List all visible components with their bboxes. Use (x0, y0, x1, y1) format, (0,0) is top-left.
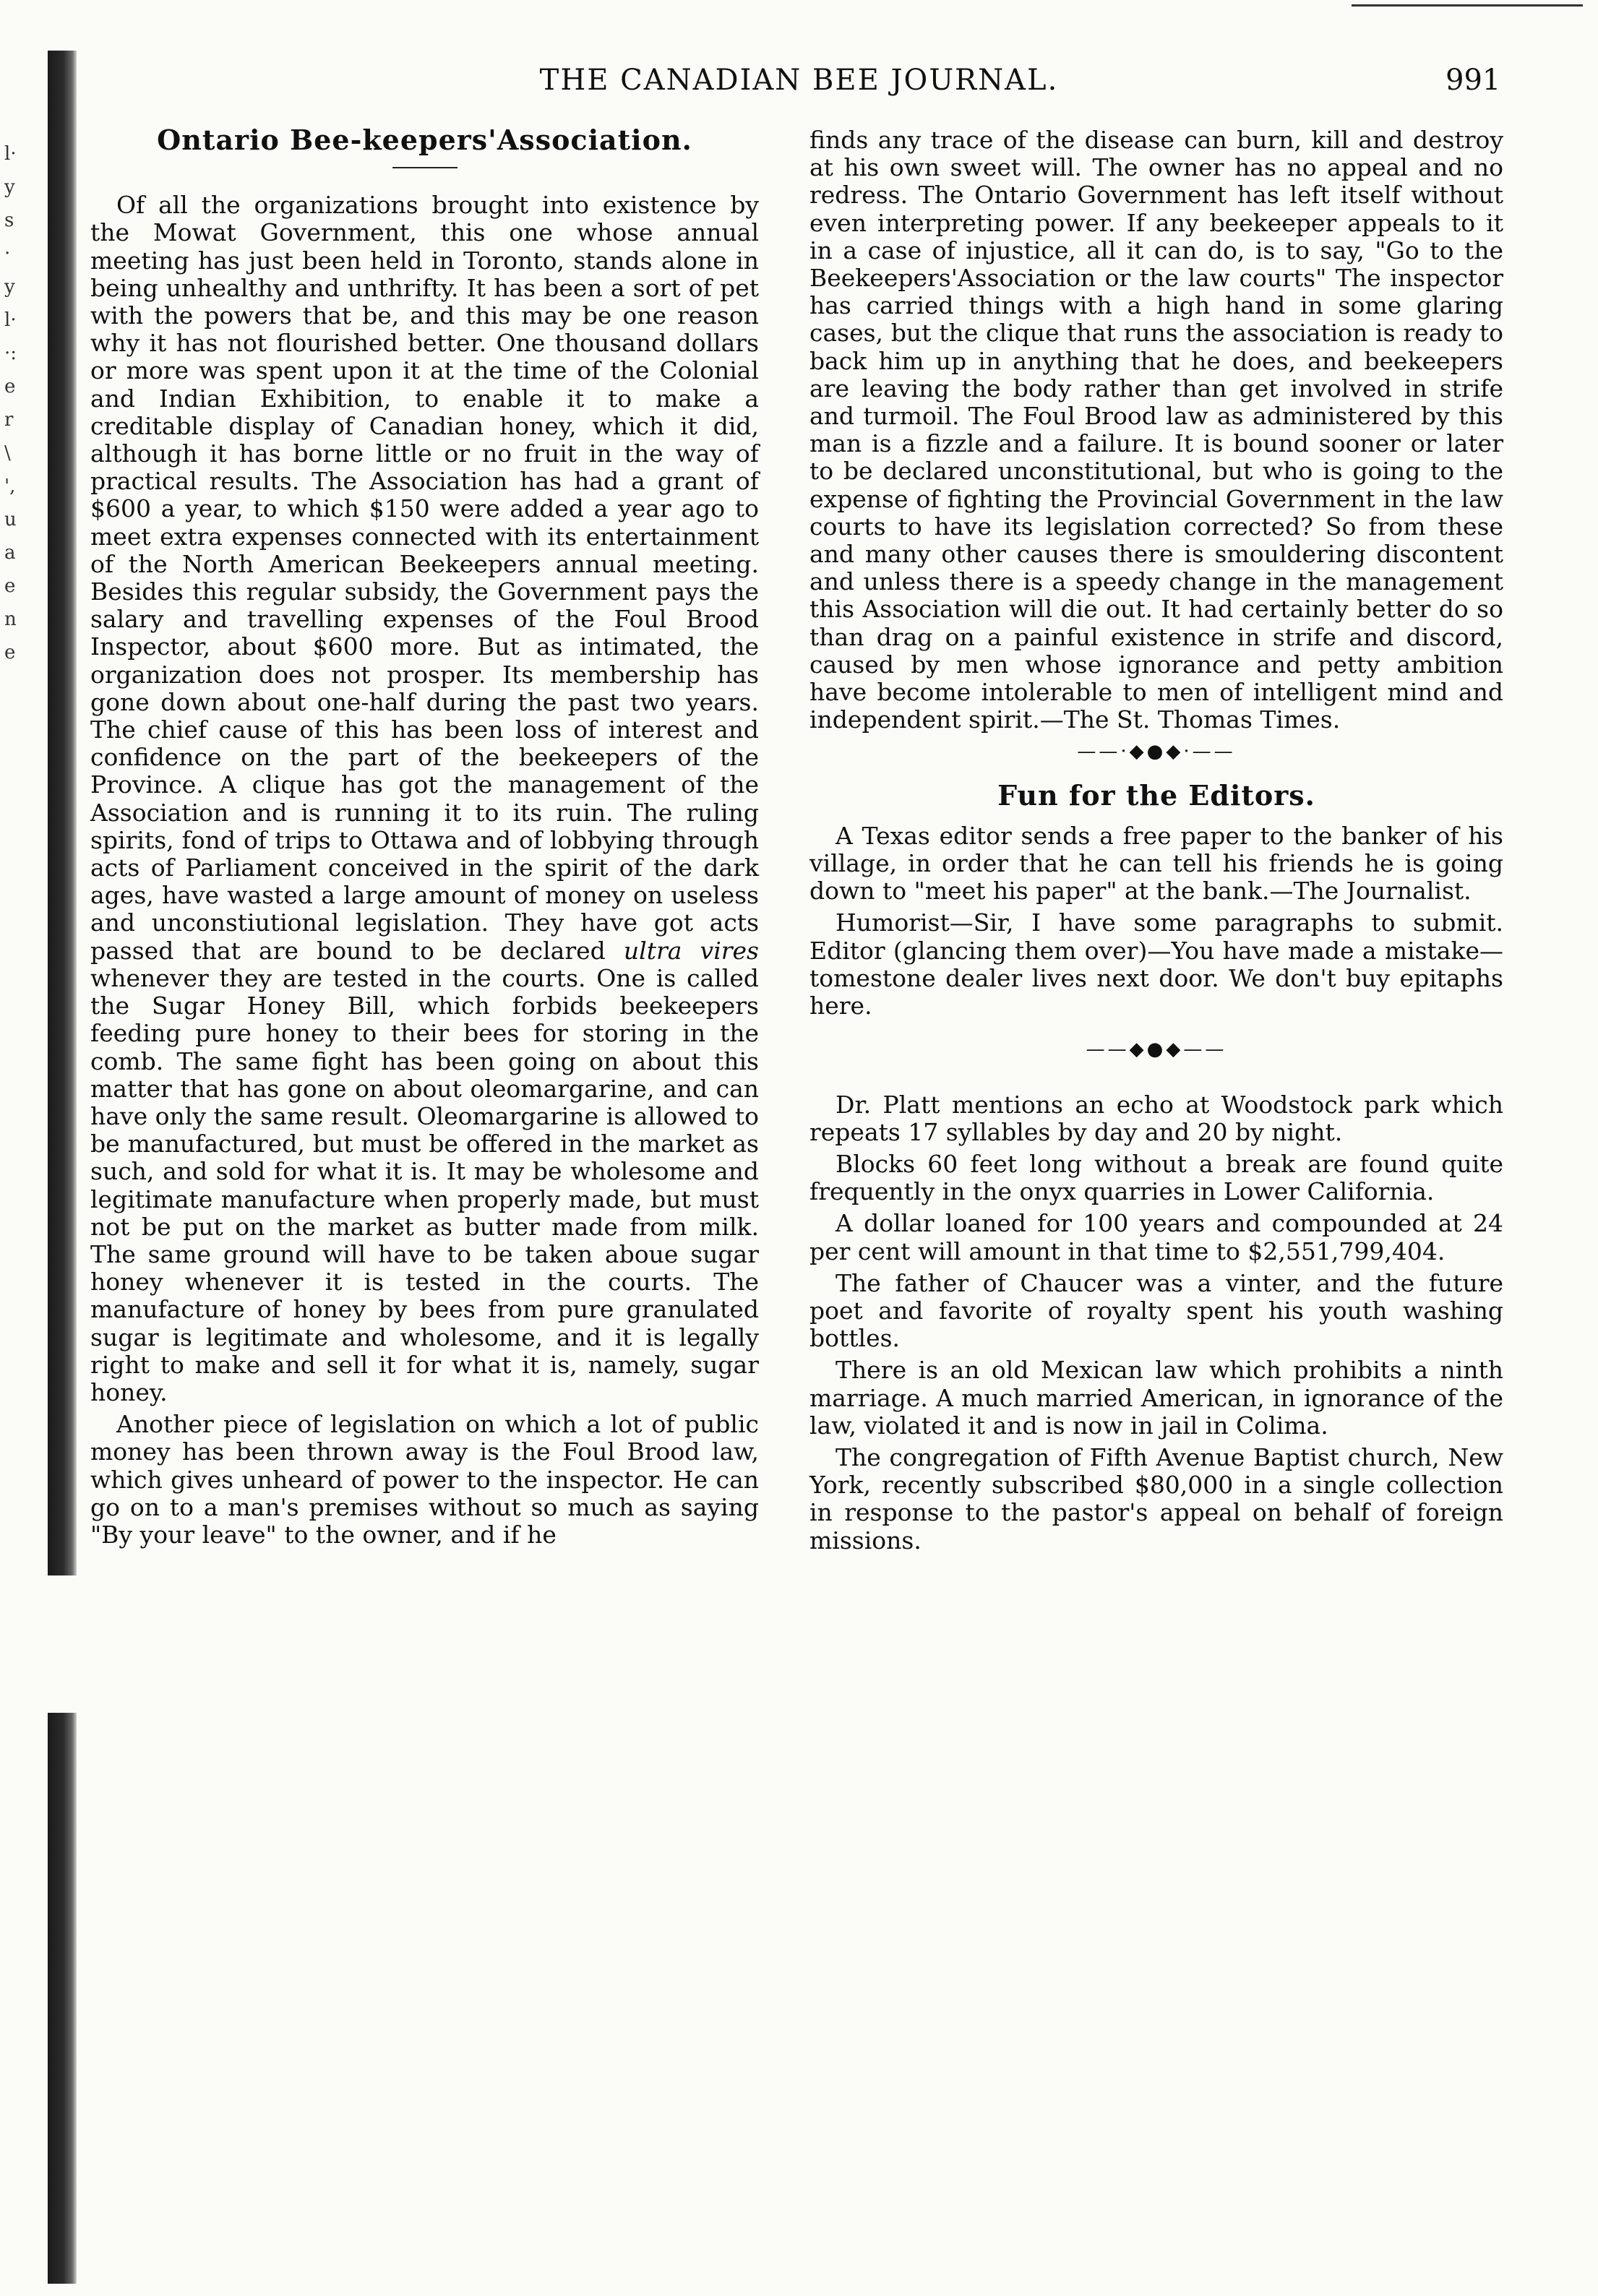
margin-fragment: l· (4, 309, 17, 331)
binding-gap (48, 1575, 77, 1713)
section-ornament: ——◆●◆—— (1086, 1039, 1227, 1061)
margin-fragment: u (4, 509, 17, 530)
margin-fragments (4, 137, 33, 669)
news-item: Dr. Platt mentions an echo at Woodstock park which repeats 17 syllables by day and 20 by night. (809, 1090, 1503, 1146)
news-item: A dollar loaned for 100 years and compounded at 24 per cent will amount in that time to $2,551,799,404. (809, 1209, 1503, 1265)
paragraph-text: Of all the organizations brought into existence by the Mowat Government, this one whose annual meeting has just been held in Toronto, stands alone in being unhealthy and unthrifty. It has been a sort of pet with the powers that be, and this may be one reason why it has not flourished better. One thousand dollars or more was spent upon it at the time of the Colonial and Indian Exhibition, to enable it to make a creditable display of Canadian honey, which it did, although it has borne little or no fruit in the way of practical results. The Association has had a grant of $600 a year, to which $150 were added a year ago to meet extra expenses connected with its entertainment of the North American Beekeepers annual meeting. Besides this regular subsidy, the Government pays the salary and travelling expenses of the Foul Brood Inspector, about $600 more. But as intimated, the organization does not prosper. Its membership has gone down about one-half during the past two years. The chief cause of this has been loss of interest and confidence on the part of the beekeepers of the Province. A clique has got the management of the Association and is running it to its ruin. The ruling spirits, fond of trips to Ottawa and of lobbying through acts of Parliament conceived in the spirit of the dark ages, have wasted a large amount of money on useless and unconstiutional legislation. They have got acts passed that are bound to be declared (90, 191, 759, 965)
margin-fragment: s (4, 210, 14, 231)
left-column (90, 126, 759, 1553)
margin-fragment: e (4, 376, 16, 397)
margin-fragment: e (4, 575, 16, 597)
article-paragraph: Humorist—Sir, I have some paragraphs to submit. Editor (glancing them over)—You have made a mistake—tomestone dealer lives next door. We don't buy epitaphs here. (809, 908, 1503, 1020)
news-item: The congregation of Fifth Avenue Baptist church, New York, recently subscribed $80,000 in a single collection in response to the pastor's appeal on behalf of foreign missions. (809, 1442, 1503, 1555)
margin-fragment: · (4, 243, 11, 265)
news-item: There is an old Mexican law which prohibits a ninth marriage. A much married American, in ignorance of the law, violated it and is now in jail in Colima. (809, 1356, 1503, 1440)
article-paragraph (90, 192, 759, 1406)
article-paragraph: A Texas editor sends a free paper to the banker of his village, in order that he can tell his friends he is going down to "meet his paper" at the bank.—The Journalist. (809, 821, 1503, 906)
article-paragraph: Another piece of legislation on which a lot of public money has been thrown away is the Foul Brood law, which gives unheard of power to the inspector. He can go on to a man's premises without so much as saying "By your leave" to the owner, and if he (90, 1410, 759, 1549)
scan-binding-shadow (48, 51, 77, 2284)
margin-fragment: l· (4, 143, 17, 165)
margin-fragment: ', (4, 476, 16, 497)
margin-fragment: e (4, 642, 16, 663)
margin-fragment: r (4, 409, 14, 431)
margin-fragment: \ (4, 442, 11, 464)
page-number: 991 (1445, 64, 1501, 97)
margin-fragment: a (4, 542, 16, 564)
margin-fragment: n (4, 609, 17, 630)
article-title: Fun for the Editors. (997, 778, 1315, 812)
article-title: Ontario Bee-keepers'Association. (157, 124, 692, 156)
running-title: THE CANADIAN BEE JOURNAL. (539, 64, 1059, 97)
article-continuation: finds any trace of the disease can burn, kill and destroy at his own sweet will. The owner has no appeal and no redress. The Ontario Government has left itself without even interpreting power. If any beekeeper appeals to it in a case of injustice, all it can do, is to say, "Go to the Beekeepers'Association or the law courts" The inspector has carried things with a high hand in some glaring cases, but the clique that runs the association is ready to back him up in anything that he does, and beekeepers are leaving the body rather than get involved in strife and turmoil. The Foul Brood law as administered by this man is a fizzle and a failure. It is bound sooner or later to be declared unconstitutional, but who is going to the expense of fighting the Provincial Government in the law courts to have its legislation corrected? So from these and many other causes there is smouldering discontent and unless there is a speedy change in the management this Association will die out. It had certainly better do so than drag on a painful existence in strife and discord, caused by men whose ignorance and petty ambition have become intolerable to men of intelligent mind and independent spirit.—The St. Thomas Times. (809, 126, 1503, 734)
paragraph-text: whenever they are tested in the courts. One is called the Sugar Honey Bill, which forbids beekeepers feeding pure honey to their bees for storing in the comb. The same fight has been going on about this matter that has gone on about oleomargarine, and can have only the same result. Oleomargarine is allowed to be manufactured, but must be offered in the market as such, and sold for what it is. It may be wholesome and legitimate manufacture when properly made, but must not be put on the market as butter made from milk. The same ground will have to be taken aboue sugar honey whenever it is tested in the courts. The manufacture of honey by bees from pure granulated sugar is legitimate and wholesome, and it is legally right to make and sell it for what it is, namely, sugar honey. (90, 963, 759, 1406)
title-rule (392, 167, 458, 168)
latin-phrase: ultra vires (623, 936, 759, 965)
news-item: Blocks 60 feet long without a break are found quite frequently in the onyx quarries in Lower California. (809, 1149, 1503, 1206)
section-ornament: ——·◆●◆·—— (1077, 741, 1236, 763)
news-item: The father of Chaucer was a vinter, and the future poet and favorite of royalty spent his youth washing bottles. (809, 1268, 1503, 1353)
margin-fragment: ·: (4, 343, 17, 364)
right-column (809, 126, 1503, 1559)
margin-fragment: y (4, 176, 15, 198)
top-edge-rule (1352, 4, 1583, 7)
margin-fragment: y (4, 276, 15, 298)
